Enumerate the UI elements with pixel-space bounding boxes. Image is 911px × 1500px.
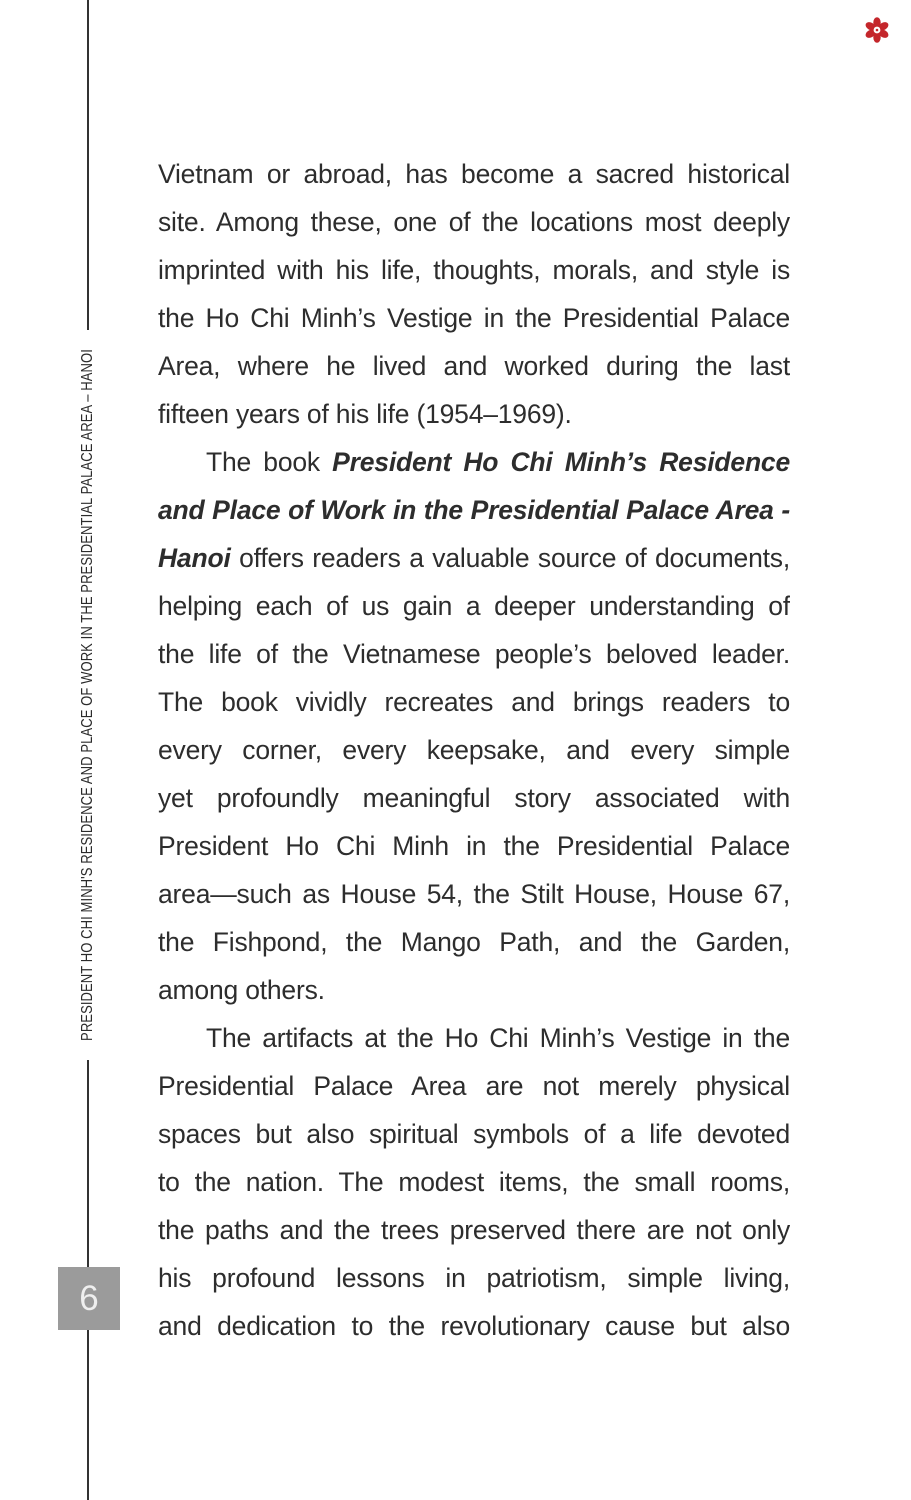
- text-line: [158, 1254, 790, 1302]
- text-segment: fifteen years of his life (1954–1969).: [158, 399, 572, 429]
- text-segment: and Place of Work in the Presidential Palace Area -: [158, 495, 790, 525]
- text-segment: Area, where he lived and worked during the last: [158, 351, 790, 381]
- text-segment: imprinted with his life, thoughts, morals, and style is: [158, 255, 790, 285]
- text-segment: the paths and the trees preserved there are not only: [158, 1215, 790, 1245]
- text-segment: to the nation. The modest items, the small rooms,: [158, 1167, 790, 1197]
- text-line: [158, 822, 790, 870]
- text-segment: The artifacts at the Ho Chi Minh’s Vestige in the: [206, 1023, 790, 1053]
- text-segment: among others.: [158, 975, 325, 1005]
- text-segment: spaces but also spiritual symbols of a life devoted: [158, 1119, 790, 1149]
- text-line: [158, 198, 790, 246]
- text-line: [158, 678, 790, 726]
- body-text: [158, 150, 790, 1350]
- text-line: [158, 150, 790, 198]
- text-segment: area—such as House 54, the Stilt House, House 67,: [158, 879, 790, 909]
- text-segment: the life of the Vietnamese people’s beloved leader.: [158, 639, 790, 669]
- text-segment: his profound lessons in patriotism, simple living,: [158, 1263, 790, 1293]
- text-segment: site. Among these, one of the locations most deeply: [158, 207, 790, 237]
- text-line: [158, 582, 790, 630]
- text-line: [158, 438, 790, 486]
- margin-rule-top: [87, 0, 89, 330]
- text-segment: helping each of us gain a deeper understanding of: [158, 591, 790, 621]
- text-line: [158, 726, 790, 774]
- text-segment: President Ho Chi Minh’s Residence: [332, 447, 790, 477]
- text-line: [158, 1014, 790, 1062]
- text-segment: the Ho Chi Minh’s Vestige in the Presidential Palace: [158, 303, 790, 333]
- text-segment: President Ho Chi Minh in the Presidential Palace: [158, 831, 790, 861]
- text-segment: Presidential Palace Area are not merely physical: [158, 1071, 790, 1101]
- text-line: [158, 390, 790, 438]
- text-line: [158, 246, 790, 294]
- text-line: [158, 1206, 790, 1254]
- text-line: [158, 1302, 790, 1350]
- text-line: [158, 918, 790, 966]
- text-segment: offers readers a valuable source of documents,: [230, 543, 790, 573]
- text-line: [158, 1158, 790, 1206]
- text-segment: and dedication to the revolutionary cause but also: [158, 1311, 790, 1341]
- text-line: [158, 534, 790, 582]
- page-number-box: [58, 1267, 120, 1330]
- page-number: 6: [79, 1278, 99, 1318]
- text-line: [158, 630, 790, 678]
- flower-center-dot: [876, 29, 879, 32]
- text-segment: The book: [206, 447, 333, 477]
- text-line: [158, 870, 790, 918]
- text-segment: Vietnam or abroad, has become a sacred historical: [158, 159, 790, 189]
- text-line: [158, 486, 790, 534]
- text-segment: The book vividly recreates and brings readers to: [158, 687, 790, 717]
- running-title-vertical: PRESIDENT HO CHI MINH'S RESIDENCE AND PLACE OF WORK IN THE PRESIDENTIAL PALACE AREA – HANOI: [79, 349, 96, 1041]
- text-line: [158, 966, 790, 1014]
- text-segment: every corner, every keepsake, and every simple: [158, 735, 790, 765]
- text-line: [158, 342, 790, 390]
- text-line: [158, 294, 790, 342]
- text-segment: Hanoi: [158, 543, 231, 573]
- text-line: [158, 774, 790, 822]
- text-segment: yet profoundly meaningful story associated with: [158, 783, 790, 813]
- text-line: [158, 1062, 790, 1110]
- text-segment: the Fishpond, the Mango Path, and the Garden,: [158, 927, 790, 957]
- text-line: [158, 1110, 790, 1158]
- flower-icon: [864, 17, 890, 43]
